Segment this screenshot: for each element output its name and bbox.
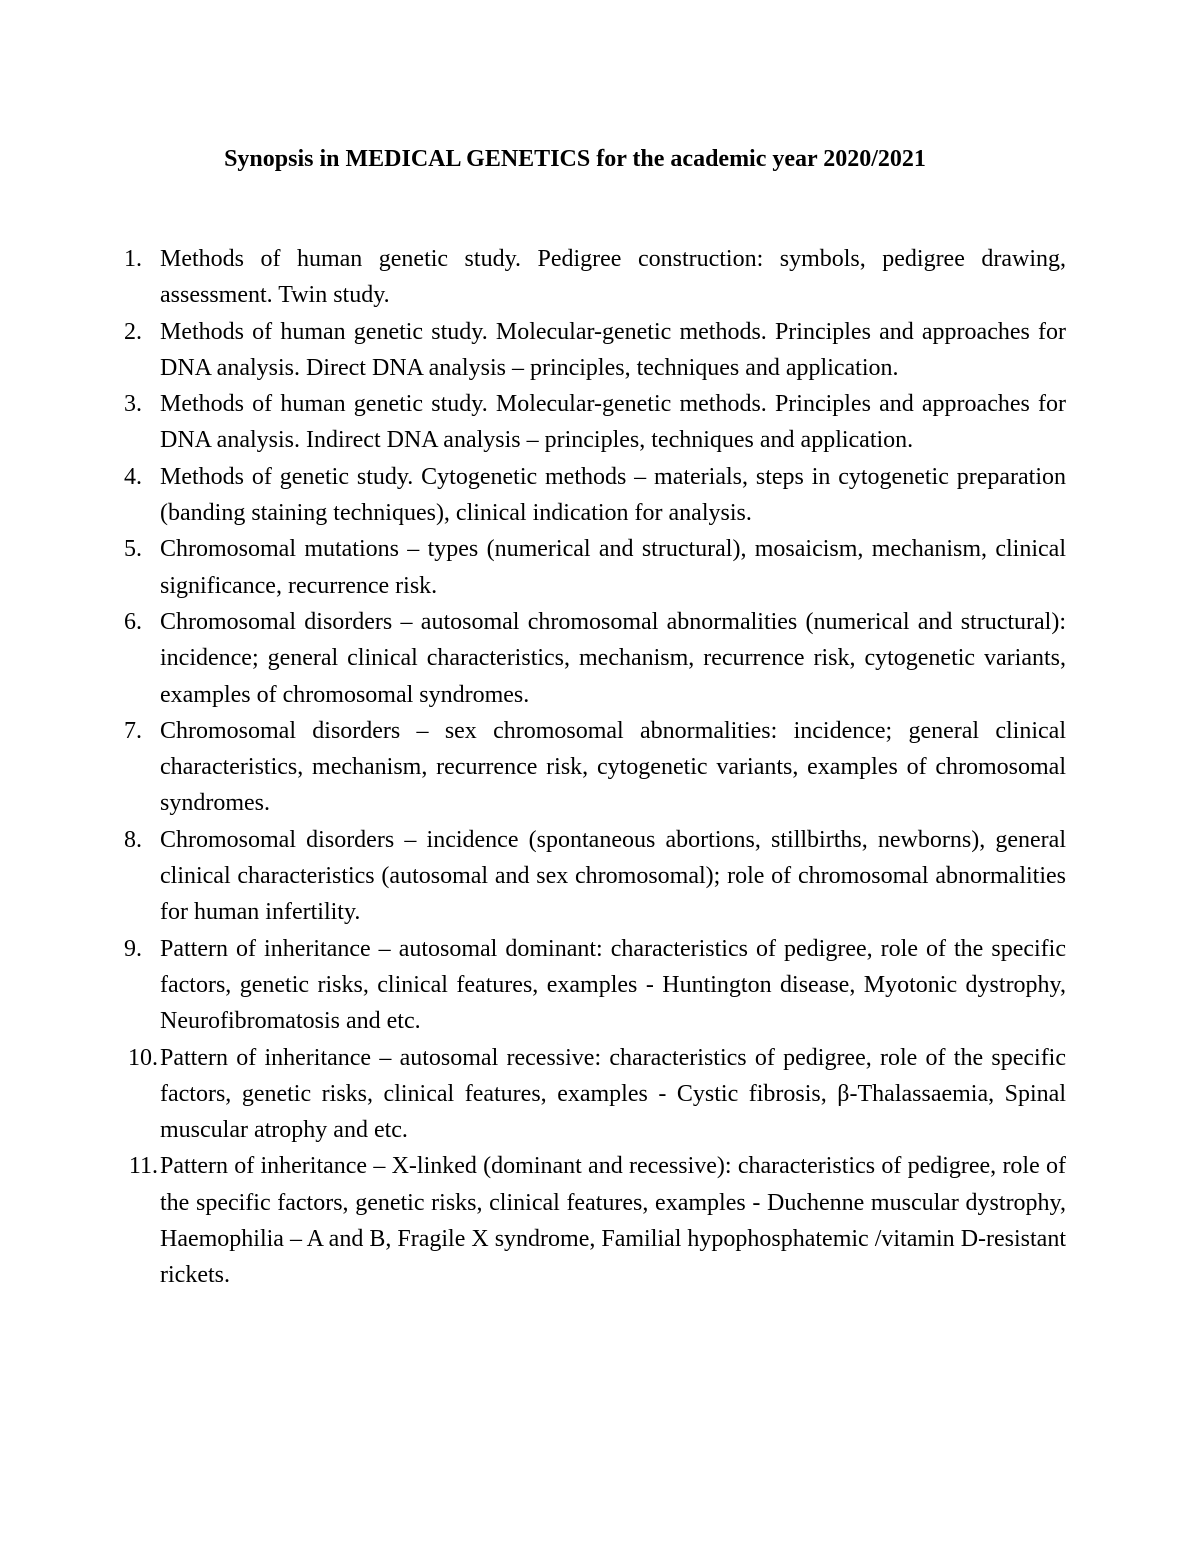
list-item-text: Methods of human genetic study. Molecular-genetic methods. Principles and approaches for DNA analysis. Indirect DNA analysis – principles, techniques and application. <box>160 391 1066 454</box>
page-title: Synopsis in MEDICAL GENETICS for the academic year 2020/2021 <box>224 146 926 172</box>
list-item <box>118 1148 1066 1293</box>
list-item-text: Methods of human genetic study. Molecular-genetic methods. Principles and approaches for DNA analysis. Direct DNA analysis – principles, techniques and application. <box>160 318 1066 381</box>
list-item-number: 10. <box>128 1044 158 1071</box>
list-item <box>118 459 1066 532</box>
list-item <box>118 314 1066 387</box>
list-item-number: 11. <box>128 1153 158 1180</box>
list-item-text: Pattern of inheritance – autosomal dominant: characteristics of pedigree, role of the specific factors, genetic risks, clinical features, examples - Huntington disease, Myotonic dystrophy, Neurofibromatosis and etc. <box>160 935 1066 1035</box>
synopsis-topic-list <box>118 241 1066 1294</box>
list-item-text: Chromosomal disorders – incidence (spontaneous abortions, stillbirths, newborns), general clinical characteristics (autosomal and sex chromosomal); role of chromosomal abnormalities for human infertility. <box>160 826 1066 926</box>
list-item-text: Methods of human genetic study. Pedigree construction: symbols, pedigree drawing, assessment. Twin study. <box>160 246 1066 309</box>
list-item-text: Methods of genetic study. Cytogenetic methods – materials, steps in cytogenetic preparation (banding staining techniques), clinical indication for analysis. <box>160 463 1066 527</box>
list-item-number: 4. <box>124 463 142 490</box>
list-item <box>118 822 1066 931</box>
list-item-number: 9. <box>124 935 142 962</box>
list-item <box>118 1040 1066 1149</box>
list-item <box>118 931 1066 1040</box>
list-item <box>118 604 1066 713</box>
list-item-text: Pattern of inheritance – X-linked (dominant and recessive): characteristics of pedigree, role of the specific factors, genetic risks, clinical features, examples - Duchenne muscular dystrophy, Haemophilia – A and B, Fragile X syndrome, Familial hypophosphatemic /vitamin D-resistant rickets. <box>160 1153 1066 1289</box>
list-item-number: 8. <box>124 826 142 853</box>
list-item-number: 1. <box>124 246 142 272</box>
list-item-number: 2. <box>124 318 142 345</box>
list-item-text: Chromosomal mutations – types (numerical and structural), mosaicism, mechanism, clinical significance, recurrence risk. <box>160 536 1066 599</box>
list-item-number: 3. <box>124 391 142 418</box>
list-item <box>118 531 1066 604</box>
list-item-number: 5. <box>124 536 142 563</box>
list-item-number: 7. <box>124 717 142 744</box>
list-item <box>118 713 1066 822</box>
list-item <box>118 386 1066 459</box>
list-item <box>118 241 1066 314</box>
list-item-text: Chromosomal disorders – sex chromosomal abnormalities: incidence; general clinical characteristics, mechanism, recurrence risk, cytogenetic variants, examples of chromosomal syndromes. <box>160 717 1066 817</box>
list-item-number: 6. <box>124 608 142 635</box>
list-item-text: Pattern of inheritance – autosomal recessive: characteristics of pedigree, role of the specific factors, genetic risks, clinical features, examples - Cystic fibrosis, β-Thalassaemia, Spinal muscular atrophy and etc. <box>160 1044 1066 1144</box>
list-item-text: Chromosomal disorders – autosomal chromosomal abnormalities (numerical and structural): incidence; general clinical characteristics, mechanism, recurrence risk, cytogenetic variants, examples of chromosomal syndromes. <box>160 608 1066 708</box>
